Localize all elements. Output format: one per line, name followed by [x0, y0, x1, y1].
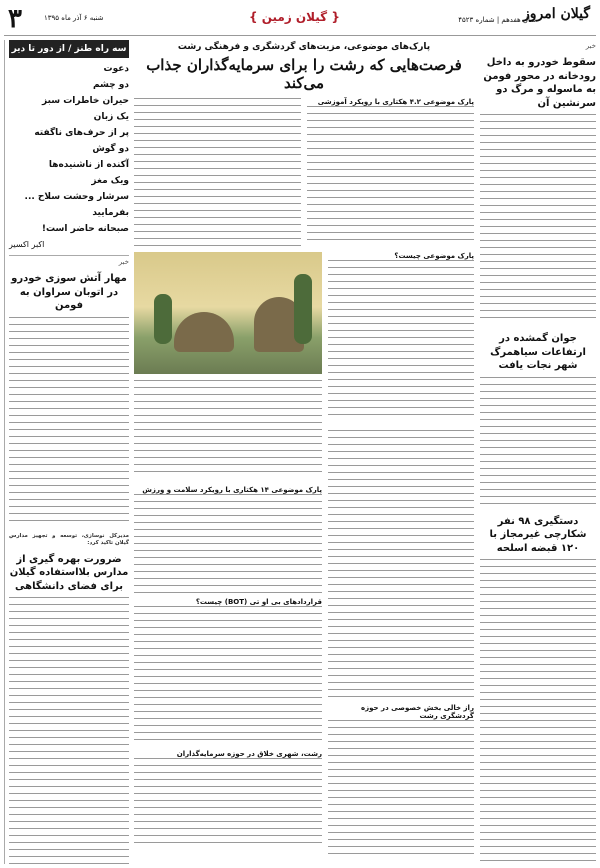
poem-line: پر از حرف‌های ناگفته [34, 128, 129, 138]
news-tag: خبر [585, 42, 596, 50]
left-news2-kicker: مدیرکل نوسازی، توسعه و تجهیز مدارس گیلان تاکید کرد: [9, 532, 129, 546]
satire-banner: سه راه طنز / از دور تا دیر [9, 40, 129, 58]
poem-line: آکنده از ناشنیده‌ها [48, 160, 129, 170]
left-news2-title: ضرورت بهره گیری از مدارس بلااستفاده گیلان برای فضای دانشگاهی [9, 553, 129, 592]
article-top [134, 98, 474, 248]
right-news2-title: جوان گمشده در ارتفاعات سیاهمرگ شهر نجات یافت [490, 333, 586, 371]
poem-line: دو چشم [92, 80, 129, 90]
subhead-bot: قراردادهای بی او تی (BOT) چیست؟ [195, 598, 322, 606]
right-news3-title: دستگیری ۹۸ نفر شکارچی غیرمجاز با ۱۲۰ قبضه اسلحه [489, 515, 587, 554]
page-number: ۳ [8, 4, 22, 34]
left-news1-title: مهار آتش سوزی خودرو در اتوبان سراوان به فومن [11, 273, 127, 311]
article-text [134, 380, 322, 476]
poem-line: یک زبان [93, 112, 129, 122]
article-text [328, 430, 474, 700]
right-news3-body [480, 559, 596, 864]
poem-line: حیران خاطرات سبز [42, 96, 129, 106]
subhead-educational-park: پارک موضوعی ۴.۲ هکتاری با رویکرد آموزشی [317, 98, 474, 106]
page-header [4, 4, 596, 36]
subhead-what-is-theme-park: پارک موضوعی چیست؟ [394, 252, 474, 260]
article-text [328, 260, 474, 420]
article-text [134, 494, 322, 594]
subhead-health-park: پارک موضوعی ۱۴ هکتاری با رویکرد سلامت و ورزش [142, 486, 322, 494]
article-kicker: پارک‌های موضوعی، مزیت‌های گردشگری و فرهنگی رشت [177, 42, 431, 52]
left-news2-body [9, 597, 129, 864]
subhead-creative-city: رشت، شهری خلاق در حوزه سرمایه‌گذاران [176, 750, 322, 758]
subhead-private-sector: راز خالی بخش خصوصی در حوزه گردشگری رشت [361, 704, 474, 720]
article-text [328, 720, 474, 860]
poem [9, 64, 129, 234]
article-text [134, 758, 322, 848]
issue-number: سال هفدهم | شماره ۴۵۲۳ [458, 16, 536, 24]
article-headline: فرصت‌هایی که رشت را برای سرمایه‌گذاران جذاب می‌کند [146, 56, 462, 92]
issue-date: شنبه ۶ آذر ماه ۱۳۹۵ [44, 14, 104, 22]
right-column [480, 40, 596, 864]
section-title: { گیلان زمین } [249, 10, 340, 24]
poem-line: دعوت [103, 64, 129, 74]
poem-author: اکبر اکسیر [9, 240, 45, 249]
theme-park-photo [134, 252, 322, 374]
tree-shape [154, 294, 172, 344]
newspaper-logo: گیلان امروز [522, 6, 590, 22]
dinosaur-statue [174, 312, 234, 352]
article-text [134, 98, 301, 248]
right-news2-body [480, 377, 596, 507]
left-news1-body [9, 317, 129, 527]
poem-line: دو گوش [92, 144, 129, 154]
article-text [134, 606, 322, 746]
tree-shape [294, 274, 312, 344]
right-news1-body [480, 114, 596, 324]
left-column [4, 40, 129, 864]
poem-line: بفرمایید [92, 208, 129, 218]
poem-line: صبحانه حاضر است! [41, 224, 129, 234]
article-text [307, 106, 474, 244]
poem-line: ویک مغز [91, 176, 129, 186]
right-news1-title: سقوط خودرو به داخل رودخانه در محور فومن به ماسوله و مرگ دو سرنشین آن [483, 57, 596, 109]
news-tag: خبر [9, 255, 129, 266]
poem-line: سرشار وحشت سلاح ... [24, 192, 129, 202]
main-article [134, 40, 474, 864]
